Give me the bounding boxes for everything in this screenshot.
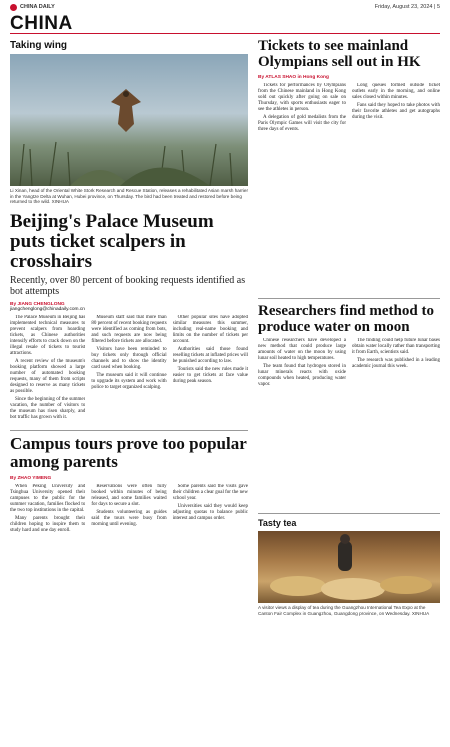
palace-body <box>10 315 248 425</box>
moon-col-2: The finding could help future lunar bases obtain water locally rather than transporting it from Earth, scientists said. The research was published in a leading academic journal this week. <box>352 338 440 369</box>
palace-col-3: Other popular sites have adopted similar measures this summer, including real-name booking and limits on the number of tickets per account. Authorities said those found reselling tickets at inflated prices will be punished according to law. Tourists said the new rules made it easier to get tickets at face value during peak season. <box>172 315 248 384</box>
tea-caption: A visitor views a display of tea during the Guangzhou International Tea Expo at the Canton Fair Complex in Guangzhou, Guangdong province, on Wednesday. XINHUA <box>258 605 430 616</box>
left-column <box>10 38 248 634</box>
campus-col-2: Reservations were often fully booked within minutes of being released, and some families waited for days to secure a slot. Students volunteering as guides said the tours were busy from morning until evening. <box>91 484 167 527</box>
tickets-col-2: Long queues formed outside ticket outlets early in the morning, and online sales closed within minutes. Fans said they hoped to take photos with their favorite athletes and get autographs during the visit. <box>352 83 440 120</box>
tickets-headline: Tickets to see mainland Olympians sell out in HK <box>258 38 421 70</box>
tickets-byline-name: By ATLAS SHAO in Hong Kong <box>258 75 329 80</box>
campus-col-3: Some parents said the visits gave their children a clear goal for the new school year. Universities said they would keep adjusting quotas to balance public interest and campus order. <box>172 484 248 521</box>
china-daily-logo-icon <box>10 4 17 11</box>
palace-col-1: The Palace Museum in Beijing has implemented technical measures to prevent scalpers from hoarding tickets, as Chinese authorities intensify efforts to crack down on the illegal resale of tickets to tourist attractions. A recent review of the museum's booking platform showed a large number of automated booking requests, many of them from scripts designed to reserve as many tickets as possible. Since the beginning of the summer vacation, the number of visitors to the museum has risen sharply, and bot traffic has grown with it. <box>10 315 86 420</box>
brand-name: CHINA DAILY <box>20 4 55 10</box>
divider <box>258 298 440 299</box>
divider <box>10 430 248 431</box>
tickets-byline <box>258 75 440 80</box>
palace-byline-name: By JIANG CHENGLONG <box>10 302 65 307</box>
campus-byline <box>10 476 248 481</box>
palace-byline-email: jiangchenglong@chinadaily.com.cn <box>10 307 85 312</box>
section-header <box>10 14 440 34</box>
bird-release-photo <box>10 54 248 186</box>
campus-col-1: When Peking University and Tsinghua University opened their campuses to the public for the summer vacation, families flocked to the two top institutions in the capital. Many parents brought their children hoping to inspire them to study hard and one day enroll. <box>10 484 86 533</box>
brand <box>10 4 55 11</box>
palace-col-2: Museum staff said that more than 80 percent of recent booking requests were identified as coming from bots, and such requests are now being filtered before tickets are allocated. Visitors have been reminded to buy tickets only through official channels and to show the identity card used when booking. The museum said it will continue to upgrade its system and work with police to target organized scalping. <box>91 315 167 390</box>
palace-deck: Recently, over 80 percent of booking requests identified as bot attempts <box>10 275 246 297</box>
issue-date: Friday, August 23, 2024 <box>374 4 433 10</box>
photo-caption: Li Xinan, head of the Oriental White Stork Research and Rescue Station, releases a rehabilitated Asian marsh harrier in the Yangtze Delta at Wuhan, Hubei province, on Thursday. The bird had been treated and restored before being returned to the wild. XINHUA <box>10 188 248 205</box>
divider <box>258 513 440 514</box>
tickets-body <box>258 83 440 293</box>
issue-info: Friday, August 23, 2024 | 5 <box>374 4 440 10</box>
campus-headline: Campus tours prove too popular among parents <box>10 434 247 471</box>
palace-byline <box>10 302 248 312</box>
taking-wing-kicker: Taking wing <box>10 40 68 51</box>
moon-body <box>258 338 440 508</box>
campus-byline-name: By ZHAO YIMENG <box>10 476 52 481</box>
tea-display-icon <box>258 531 440 603</box>
tickets-col-1: Tickets for performances by Olympians from the Chinese mainland in Hong Kong sold out quickly after going on sale on Thursday, with sports enthusiasts eager to see the athletes in person. A delegation of gold medalists from the Paris Olympic Games will visit the city for three days of events. <box>258 83 346 132</box>
section-title: CHINA <box>10 12 73 34</box>
moon-headline: Researchers find method to produce water on moon <box>258 303 434 335</box>
masthead-bar <box>10 0 440 14</box>
right-column <box>258 38 440 634</box>
page-number: 5 <box>436 4 440 10</box>
bird-icon <box>106 84 146 139</box>
content-columns <box>10 38 440 634</box>
tasty-tea-kicker: Tasty tea <box>258 518 297 528</box>
palace-headline: Beijing's Palace Museum puts ticket scalpers in crosshairs <box>10 211 214 272</box>
tea-expo-photo <box>258 531 440 603</box>
moon-col-1: Chinese researchers have developed a new method that could produce large amounts of water on the moon by using lunar soil heated to high temperatures. The team found that hydrogen stored in lunar minerals reacts with oxide compounds when heated, producing water vapor. <box>258 338 346 387</box>
campus-body <box>10 484 248 634</box>
